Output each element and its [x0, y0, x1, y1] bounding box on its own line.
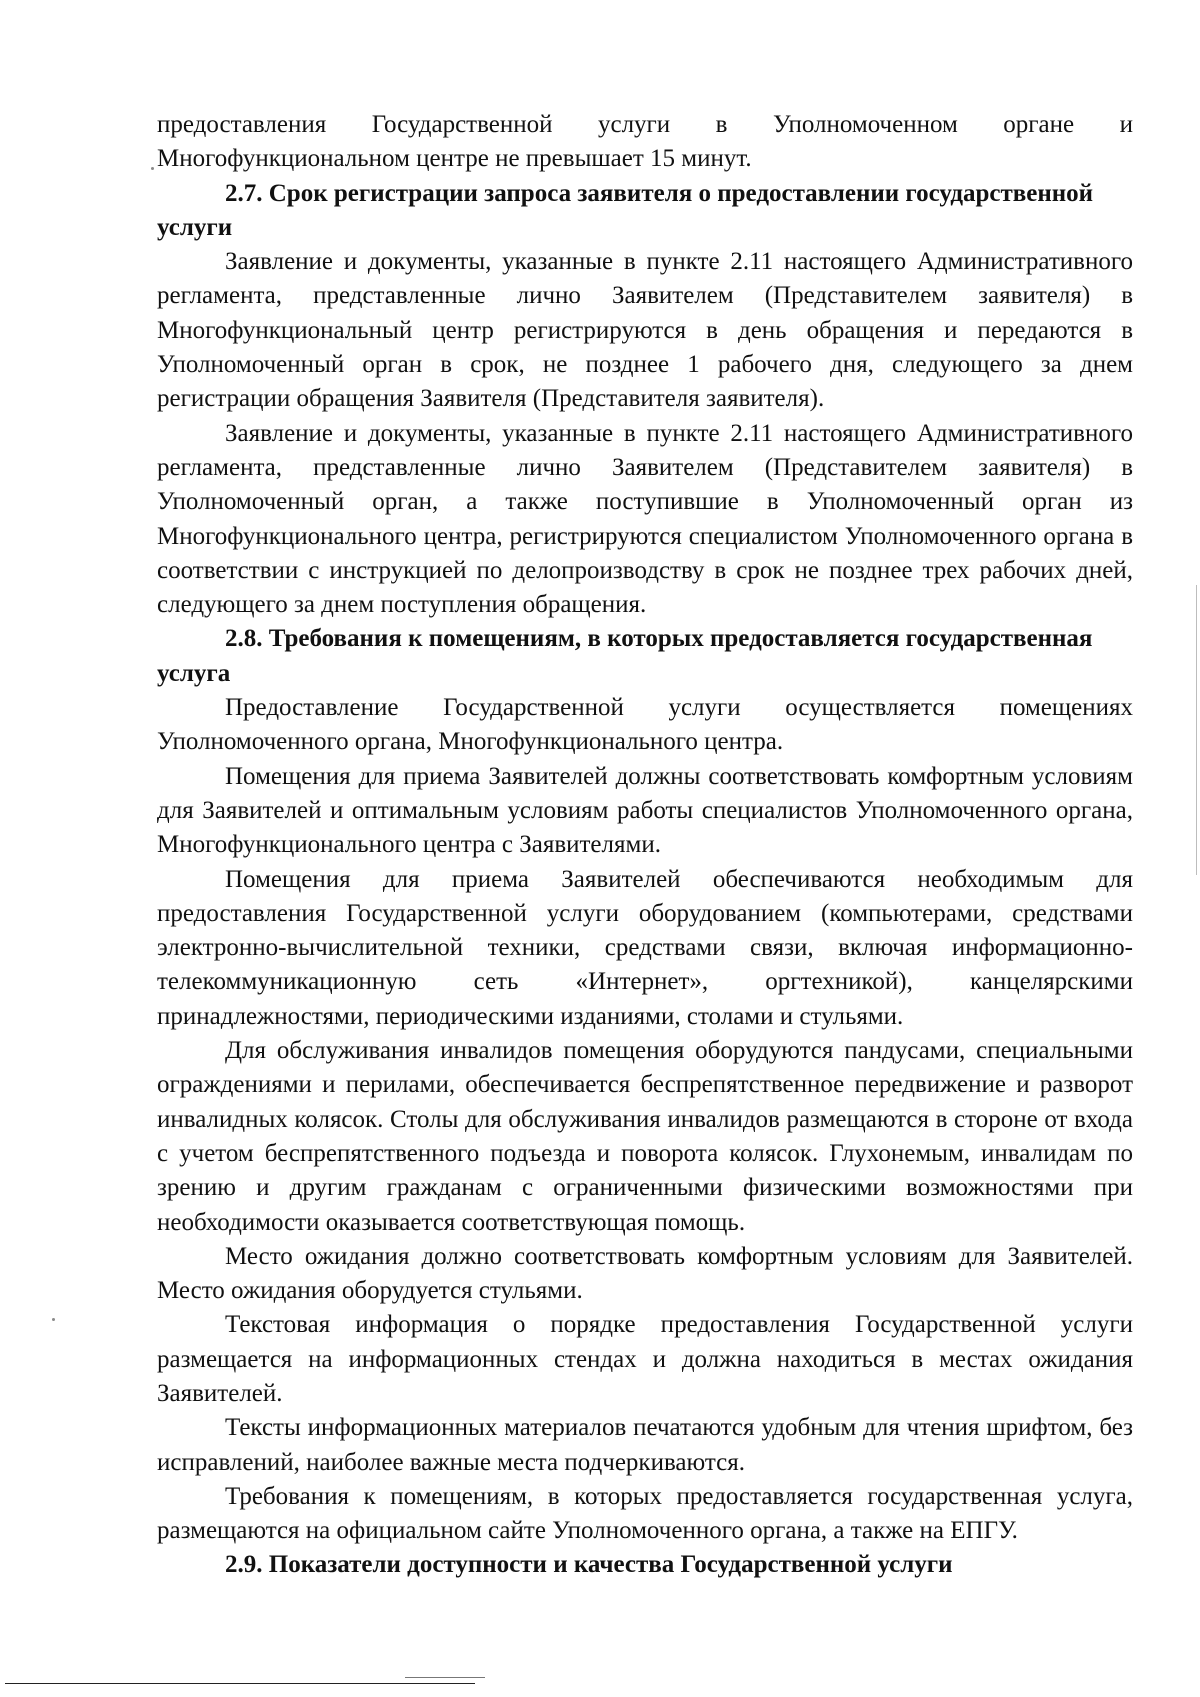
paragraph: Заявление и документы, указанные в пункте 2.11 настоящего Административного регламента, представленные лично Заявителем (Представителем заявителя) в Уполномоченный орган, а также поступившие в Уполномоченный орган из Многофункционального центра, регистрируются специалистом Уполномоченного органа в соответствии с инструкцией по делопроизводству в срок не позднее трех рабочих дней, следующего за днем поступления обращения. [157, 419, 1133, 619]
footer-rule-mark [405, 1677, 485, 1678]
paragraph: Помещения для приема Заявителей обеспечиваются необходимым для предоставления Государственной услуги оборудованием (компьютерами, средствами электронно-вычислительной техники, средствами связи, включая информационно-телекоммуникационную сеть «Интернет», оргтехникой), канцелярскими принадлежностями, периодическими изданиями, столами и стульями. [157, 865, 1133, 1030]
footer-rule [5, 1683, 475, 1684]
section-heading-2-8: 2.8. Требования к помещениям, в которых предоставляется государственная услуга [157, 625, 1093, 687]
paragraph: Текстовая информация о порядке предоставления Государственной услуги размещается на информационных стендах и должна находиться в местах ожидания Заявителей. [157, 1311, 1133, 1407]
section-heading-2-9: 2.9. Показатели доступности и качества Государственной услуги [225, 1551, 953, 1579]
paragraph: Требования к помещениям, в которых предоставляется государственная услуга, размещаются на официальном сайте Уполномоченного органа, а также на ЕПГУ. [157, 1482, 1133, 1545]
document-body [157, 108, 1133, 1583]
scan-speck [151, 167, 154, 170]
paragraph: Место ожидания должно соответствовать комфортным условиям для Заявителей. Место ожидания оборудуется стульями. [157, 1242, 1133, 1305]
paragraph: Помещения для приема Заявителей должны соответствовать комфортным условиям для Заявителей и оптимальным условиям работы специалистов Уполномоченного органа, Многофункционального центра с Заявителями. [157, 762, 1133, 859]
paragraph: Тексты информационных материалов печатаются удобным для чтения шрифтом, без исправлений, наиболее важные места подчеркиваются. [157, 1414, 1133, 1476]
scan-edge-shadow [1196, 585, 1197, 875]
paragraph: Для обслуживания инвалидов помещения оборудуются пандусами, специальными ограждениями и перилами, обеспечивается беспрепятственное передвижение и разворот инвалидных колясок. Столы для обслуживания инвалидов размещаются в стороне от входа с учетом беспрепятственного подъезда и поворота колясок. Глухонемым, инвалидам по зрению и другим гражданам с ограниченными физическими возможностями при необходимости оказывается соответствующая помощь. [157, 1037, 1133, 1236]
paragraph: Предоставление Государственной услуги осуществляется помещениях Уполномоченного органа, Многофункционального центра. [157, 694, 1133, 756]
scan-speck [52, 1318, 55, 1321]
section-heading-2-7: 2.7. Срок регистрации запроса заявителя о предоставлении государственной услуги [157, 179, 1094, 241]
paragraph-continuation: предоставления Государственной услуги в Уполномоченном органе и Многофункциональном центре не превышает 15 минут. [157, 111, 1133, 173]
paragraph: Заявление и документы, указанные в пункте 2.11 настоящего Административного регламента, представленные лично Заявителем (Представителем заявителя) в Многофункциональный центр регистрируются в день обращения и передаются в Уполномоченный орган в срок, не позднее 1 рабочего дня, следующего за днем регистрации обращения Заявителя (Представителя заявителя). [157, 248, 1133, 413]
